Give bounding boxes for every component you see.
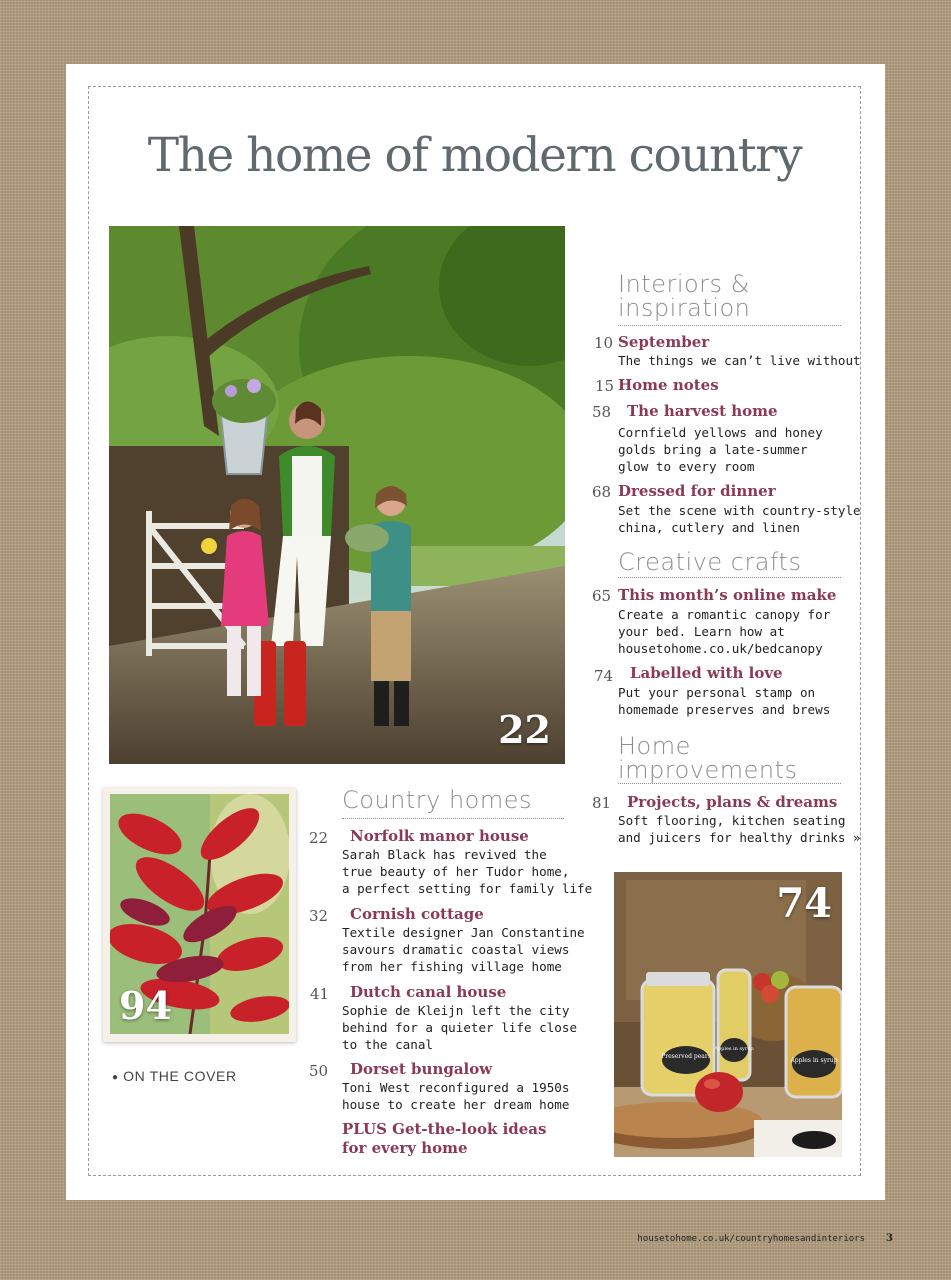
description-line: savours dramatic coastal views xyxy=(342,942,570,957)
section-heading-line: Interiors & xyxy=(618,270,750,298)
description-line: glow to every room xyxy=(618,459,755,474)
description-line: housetohome.co.uk/bedcanopy xyxy=(618,641,823,656)
description-line: Cornfield yellows and honey xyxy=(618,425,823,440)
page-title: The home of modern country xyxy=(147,128,802,183)
bullet-icon: ● xyxy=(112,1072,119,1083)
description-line: Sophie de Kleijn left the city xyxy=(342,1003,570,1018)
description-line: Sarah Black has revived the xyxy=(342,847,547,862)
section-heading-line: improvements xyxy=(618,756,798,784)
plus-line: for every home xyxy=(342,1139,468,1157)
description-line: and juicers for healthy drinks » xyxy=(618,830,861,845)
toc-entry-projects-plans-dreams[interactable]: Projects, plans & dreams xyxy=(627,793,838,811)
plus-line: PLUS Get-the-look ideas xyxy=(342,1120,547,1138)
page-number: 22 xyxy=(309,829,329,847)
toc-entry-description xyxy=(618,684,830,718)
description-line: Soft flooring, kitchen seating xyxy=(618,813,846,828)
section-heading-line: inspiration xyxy=(618,294,751,322)
description-line: Put your personal stamp on xyxy=(618,685,816,700)
description-line: behind for a quieter life close xyxy=(342,1020,578,1035)
toc-entry-description xyxy=(618,606,830,657)
section-heading-country-homes: Country homes xyxy=(342,786,533,814)
cover-leaf-photo[interactable] xyxy=(103,788,296,1042)
section-heading-interiors xyxy=(618,272,750,320)
page-number: 15 xyxy=(595,377,615,395)
page-number: 41 xyxy=(310,985,330,1003)
toc-entry-online-make[interactable]: This month’s online make xyxy=(618,586,837,604)
toc-entry-home-notes[interactable]: Home notes xyxy=(618,376,719,394)
toc-entry-cornish-cottage[interactable]: Cornish cottage xyxy=(350,905,484,923)
description-line: house to create her dream home xyxy=(342,1097,570,1112)
description-line: Set the scene with country-style xyxy=(618,503,861,518)
section-divider xyxy=(618,325,841,326)
page-number: 50 xyxy=(309,1062,329,1080)
description-line: china, cutlery and linen xyxy=(618,520,800,535)
description-line: The things we can’t live without xyxy=(618,353,861,368)
jar-label-pears: Preserved pears xyxy=(661,1053,711,1060)
toc-entry-dutch-canal-house[interactable]: Dutch canal house xyxy=(350,983,507,1001)
cover-note-label: ON THE COVER xyxy=(123,1068,237,1084)
section-divider xyxy=(618,783,841,784)
page-number: 58 xyxy=(592,403,612,421)
section-divider xyxy=(342,818,564,819)
description-line: true beauty of her Tudor home, xyxy=(342,864,570,879)
photo-page-number: 74 xyxy=(776,880,832,927)
section-heading-crafts: Creative crafts xyxy=(618,548,802,576)
toc-entry-description xyxy=(618,812,861,846)
photo-page-number: 22 xyxy=(498,707,551,752)
plus-get-the-look[interactable] xyxy=(342,1120,546,1158)
section-heading-improvements xyxy=(618,734,798,782)
preserves-jars-photo[interactable] xyxy=(614,872,842,1157)
footer-page-number: 3 xyxy=(886,1233,893,1244)
toc-entry-description xyxy=(618,352,861,369)
toc-entry-harvest-home[interactable]: The harvest home xyxy=(627,402,778,420)
description-line: Textile designer Jan Constantine xyxy=(342,925,585,940)
family-garden-photo[interactable] xyxy=(109,226,565,764)
page-number: 68 xyxy=(592,483,612,501)
photo-page-number: 94 xyxy=(119,983,172,1028)
toc-entry-labelled-with-love[interactable]: Labelled with love xyxy=(630,664,783,682)
page-number: 10 xyxy=(594,334,614,352)
toc-entry-dorset-bungalow[interactable]: Dorset bungalow xyxy=(350,1060,493,1078)
jar-label-apples: Apples in syrup xyxy=(790,1057,838,1064)
toc-entry-description xyxy=(342,924,585,975)
description-line: a perfect setting for family life xyxy=(342,881,593,896)
description-line: Create a romantic canopy for xyxy=(618,607,831,622)
toc-entry-description xyxy=(342,1002,577,1053)
toc-entry-norfolk-manor[interactable]: Norfolk manor house xyxy=(350,827,529,845)
description-line: golds bring a late-summer xyxy=(618,442,808,457)
description-line: to the canal xyxy=(342,1037,433,1052)
description-line: homemade preserves and brews xyxy=(618,702,831,717)
description-line: from her fishing village home xyxy=(342,959,562,974)
toc-entry-september[interactable]: September xyxy=(618,333,710,351)
description-line: your bed. Learn how at xyxy=(618,624,785,639)
toc-entry-description xyxy=(618,502,861,536)
toc-entry-description xyxy=(342,846,592,897)
description-line: Toni West reconfigured a 1950s xyxy=(342,1080,570,1095)
toc-entry-description xyxy=(618,424,823,475)
page-number: 32 xyxy=(309,907,329,925)
on-the-cover-note xyxy=(112,1068,237,1084)
toc-entry-description xyxy=(342,1079,569,1113)
toc-entry-dressed-for-dinner[interactable]: Dressed for dinner xyxy=(618,482,776,500)
footer-url[interactable]: housetohome.co.uk/countryhomesandinteriors xyxy=(637,1234,865,1244)
page-number: 65 xyxy=(592,587,612,605)
page-number: 74 xyxy=(594,667,614,685)
section-heading-line: Home xyxy=(618,732,691,760)
jar-label-apples: Apples in syrup xyxy=(714,1046,754,1052)
page-number: 81 xyxy=(592,794,612,812)
section-divider xyxy=(618,577,841,578)
